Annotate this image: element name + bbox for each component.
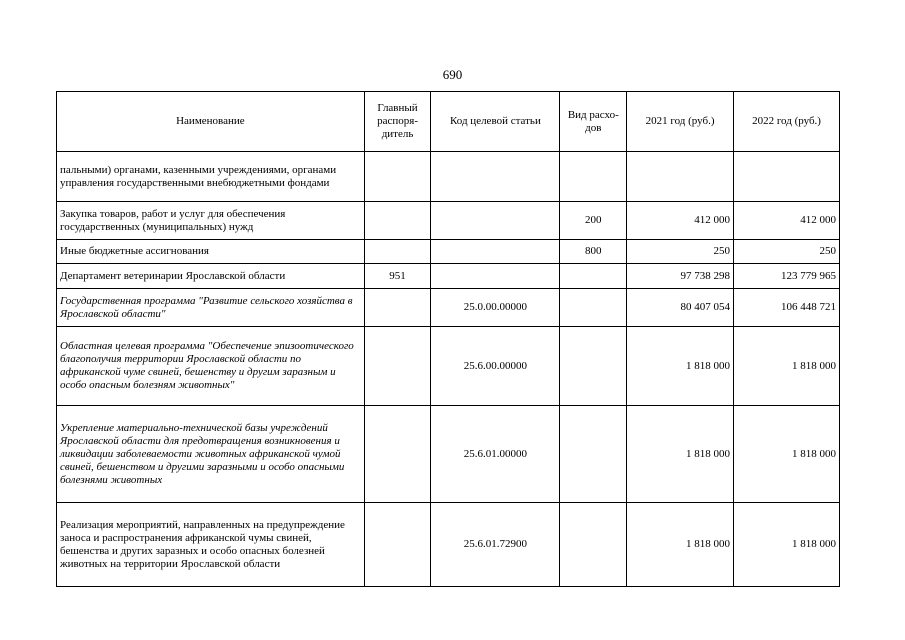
row-admin: 951 [364, 264, 431, 289]
row-admin [364, 240, 431, 264]
table-row [57, 264, 840, 289]
row-code: 25.6.01.00000 [431, 406, 560, 503]
budget-table [56, 91, 840, 587]
row-name: пальными) органами, казенными учреждениями, органами управления государственными внебюджетными фондами [57, 152, 365, 202]
row-type [560, 503, 627, 587]
row-2022: 1 818 000 [734, 327, 840, 406]
header-name: Наименование [57, 92, 365, 152]
table-row [57, 327, 840, 406]
row-2022: 123 779 965 [734, 264, 840, 289]
row-2021: 80 407 054 [627, 289, 734, 327]
row-2022: 1 818 000 [734, 406, 840, 503]
row-type [560, 406, 627, 503]
row-name: Укрепление материально-технической базы учреждений Ярославской области для предотвращения возникновения и ликвидации заболеваемости животных африканской чумой свиней, бешенством и другими заразными и особо опасными болезнями животных [57, 406, 365, 503]
row-name: Областная целевая программа "Обеспечение эпизоотического благополучия территории Ярославской области по африканской чуме свиней, бешенству и другим заразным и особо опасным болезням животных" [57, 327, 365, 406]
row-2021: 412 000 [627, 202, 734, 240]
table-row [57, 152, 840, 202]
row-code [431, 240, 560, 264]
row-type [560, 327, 627, 406]
row-2022 [734, 152, 840, 202]
table-row [57, 240, 840, 264]
row-admin [364, 202, 431, 240]
row-code: 25.6.01.72900 [431, 503, 560, 587]
table-row [57, 503, 840, 587]
row-code [431, 202, 560, 240]
row-admin [364, 152, 431, 202]
row-code [431, 264, 560, 289]
table-row [57, 289, 840, 327]
page-number: 690 [442, 67, 463, 82]
row-type: 200 [560, 202, 627, 240]
header-2021: 2021 год (руб.) [627, 92, 734, 152]
table-row [57, 202, 840, 240]
row-2022: 412 000 [734, 202, 840, 240]
row-name: Департамент ветеринарии Ярославской области [57, 264, 365, 289]
row-2021: 1 818 000 [627, 406, 734, 503]
row-name: Реализация мероприятий, направленных на предупреждение заноса и распространения африканской чумы свиней, бешенства и других заразных и особо опасных болезней животных на территории Ярославской области [57, 503, 365, 587]
row-admin [364, 503, 431, 587]
header-admin: Главный распоря-дитель [364, 92, 431, 152]
row-name: Государственная программа "Развитие сельского хозяйства в Ярославской области" [57, 289, 365, 327]
row-2021: 97 738 298 [627, 264, 734, 289]
row-admin [364, 289, 431, 327]
row-type [560, 264, 627, 289]
row-name: Закупка товаров, работ и услуг для обеспечения государственных (муниципальных) нужд [57, 202, 365, 240]
header-type: Вид расхо-дов [560, 92, 627, 152]
row-2021: 1 818 000 [627, 327, 734, 406]
row-2021: 250 [627, 240, 734, 264]
row-2022: 106 448 721 [734, 289, 840, 327]
row-name: Иные бюджетные ассигнования [57, 240, 365, 264]
row-type [560, 289, 627, 327]
header-code: Код целевой статьи [431, 92, 560, 152]
row-type: 800 [560, 240, 627, 264]
row-2021: 1 818 000 [627, 503, 734, 587]
row-admin [364, 406, 431, 503]
row-type [560, 152, 627, 202]
row-code: 25.0.00.00000 [431, 289, 560, 327]
row-2022: 1 818 000 [734, 503, 840, 587]
header-row [57, 92, 840, 152]
row-admin [364, 327, 431, 406]
row-2022: 250 [734, 240, 840, 264]
row-2021 [627, 152, 734, 202]
table-row [57, 406, 840, 503]
row-code [431, 152, 560, 202]
row-code: 25.6.00.00000 [431, 327, 560, 406]
header-2022: 2022 год (руб.) [734, 92, 840, 152]
